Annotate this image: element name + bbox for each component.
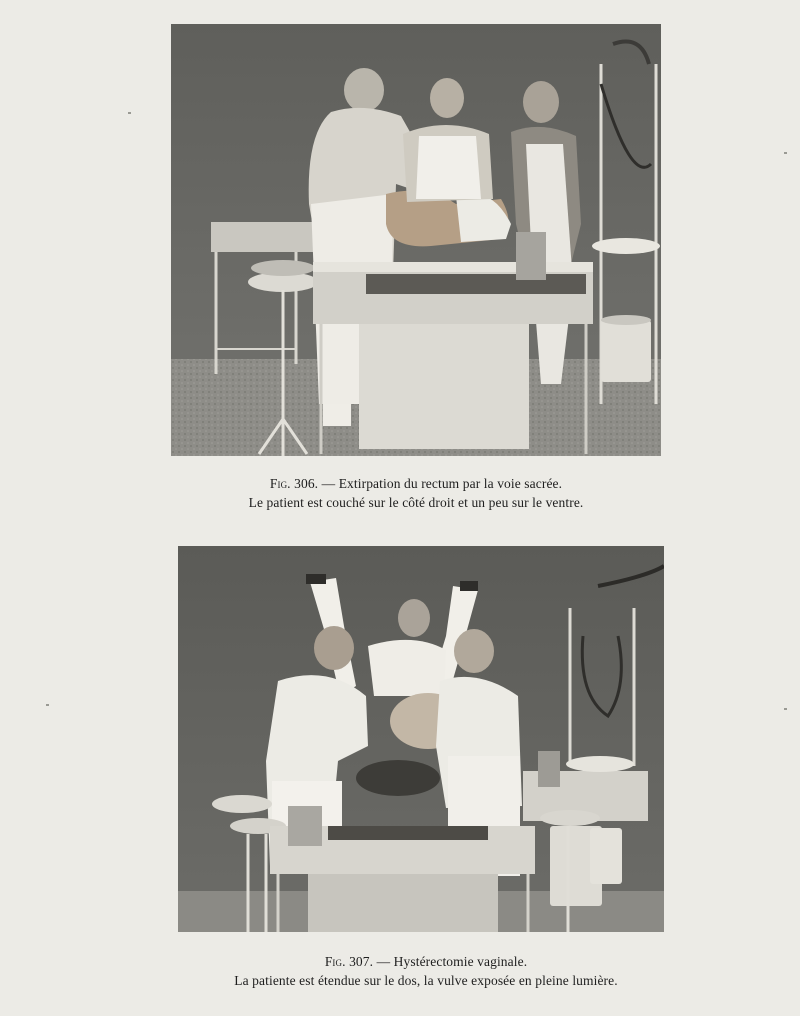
figure-306-caption [16, 474, 800, 512]
margin-speck [46, 704, 49, 706]
margin-speck [128, 112, 131, 114]
margin-speck [784, 708, 787, 710]
figure-306-title: — Extirpation du rectum par la voie sacrée. [321, 476, 563, 491]
operating-room-photo-306 [171, 24, 661, 456]
figure-307-caption [26, 952, 800, 990]
figure-307-photo [178, 546, 664, 932]
figure-307-caption-line-1 [26, 952, 800, 971]
operating-room-photo-307 [178, 546, 664, 932]
figure-307-title: — Hystérectomie vaginale. [376, 954, 528, 969]
figure-307-subtitle: La patiente est étendue sur le dos, la vulve exposée en pleine lumière. [234, 973, 618, 988]
margin-speck [784, 152, 787, 154]
figure-306-caption-line-1 [16, 474, 800, 493]
figure-306-photo [171, 24, 661, 456]
figure-306-label: Fig. 306. [269, 476, 319, 491]
figure-306-subtitle: Le patient est couché sur le côté droit et un peu sur le ventre. [248, 495, 584, 510]
figure-307-label: Fig. 307. [324, 954, 374, 969]
